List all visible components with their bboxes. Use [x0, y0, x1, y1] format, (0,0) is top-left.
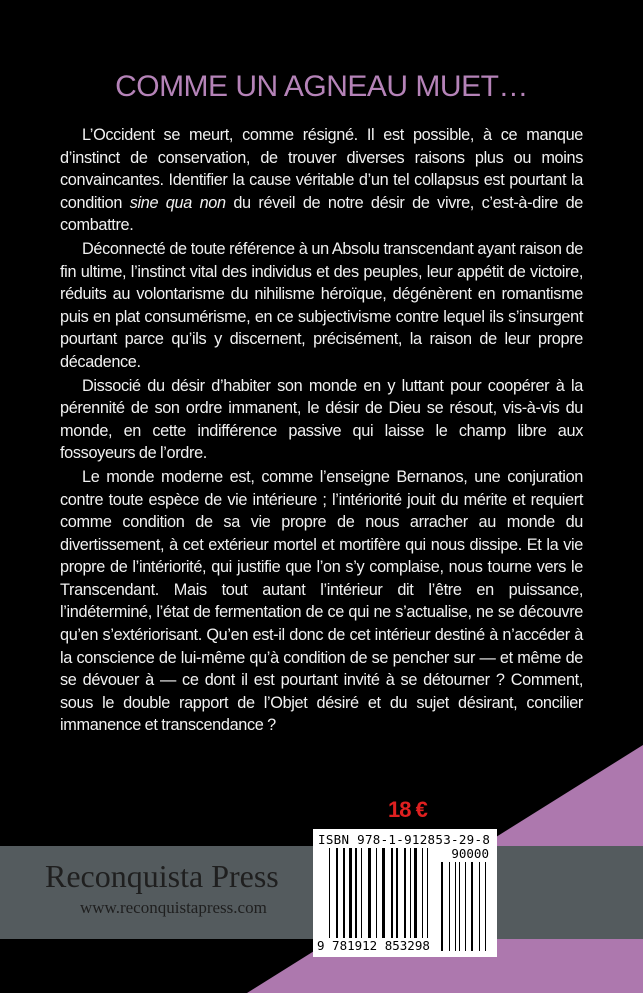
barcode-bar: [355, 848, 357, 944]
barcode-bar: [368, 848, 371, 944]
barcode-bar: [329, 848, 330, 944]
barcode-bar: [336, 848, 338, 944]
barcode-addon-bar: [441, 862, 443, 951]
book-title: COMME UN AGNEAU MUET…: [115, 70, 528, 103]
publisher-website: www.reconquistapress.com: [80, 898, 267, 917]
barcode-addon-bar: [485, 862, 486, 951]
barcode-bar: [427, 848, 428, 944]
barcode-bar: [410, 848, 411, 944]
italic-phrase: sine qua non: [129, 193, 226, 212]
blurb-paragraph-3: Dissocié du désir d’habiter son monde en y luttant pour coopérer à la pérennité de son ordre immanent, le désir de Dieu se résout, vis-à-vis du monde, en cette indifférence passive qui laisse le champ libre aux fossoyeurs de l’ordre.: [60, 376, 583, 463]
barcode-addon: 90000: [451, 846, 489, 861]
barcode-addon-bar: [465, 862, 466, 951]
barcode-bar: [414, 848, 417, 944]
barcode-addon-bar: [471, 862, 473, 951]
barcode-addon-bar: [449, 862, 450, 951]
barcode-bar: [361, 848, 362, 944]
barcode-bar: [349, 848, 352, 944]
barcode-bar: [396, 848, 398, 944]
publisher-name: Reconquista Press: [45, 858, 279, 894]
barcode-addon-bar: [479, 862, 480, 951]
isbn-label: ISBN 978-1-912853-29-8: [318, 832, 491, 847]
price: 18 €: [388, 797, 427, 822]
barcode-bar: [376, 848, 377, 944]
barcode-bar: [382, 848, 385, 944]
blurb-paragraph-2: Déconnecté de toute référence à un Absolu transcendant ayant raison de fin ultime, l’instinct vital des individus et des peuples, leur appétit de victoire, réduits au volontarisme du nihilisme héroïque, dégénèrent en romantisme puis en plat consumérisme, en ce subjectivisme contre lequel ils s’insurgent pourtant parce qu’ils y discernent, précisément, la raison de leur propre décadence.: [60, 239, 583, 371]
barcode-bar: [343, 848, 345, 944]
barcode-bar: [422, 848, 423, 944]
ean-number: 9 781912 853298: [317, 938, 430, 953]
isbn-barcode: [313, 829, 497, 957]
barcode-addon-bar: [455, 862, 456, 951]
barcode-bar: [404, 848, 406, 944]
blurb-paragraph-4: Le monde moderne est, comme l’enseigne Bernanos, une conjuration contre toute espèce de vie intérieure ; l’intériorité jouit du mérite et requiert comme condition de sa vie propre de nous arracher au monde du divertissement, à cet extérieur mortel et mortifère qui nous dissipe. Et la vie propre de l’intériorité, qui justifie que l’on s’y complaise, nous tourne vers le Transcendant. Mais tout autant l’intérieur dit l’être en puissance, l’indéterminé, l’état de fermentation de ce qui ne s’actualise, ne se découvre qu’en s’extériorisant. Qu’en est-il donc de cet intérieur destiné à n’accéder à la conscience de lui-même qu’à condition de se pencher sur — et même de se dévouer à — ce dont il est pourtant invité à se détourner ? Comment, sous le double rapport de l’Objet désiré et du sujet désirant, concilier immanence et transcendance ?: [60, 467, 583, 735]
barcode-addon-bar: [459, 862, 460, 951]
blurb-text: [60, 124, 583, 738]
blurb-paragraph-1: L’Occident se meurt, comme résigné. Il est possible, à ce manque d’instinct de conservation, de trouver diverses raisons plus ou moins convaincantes. Identifier la cause véritable d’un tel collapsus est pourtant la condition sine qua non du réveil de notre désir de vivre, c’est-à-dire de combattre.: [60, 126, 584, 235]
barcode-bar: [391, 848, 393, 944]
